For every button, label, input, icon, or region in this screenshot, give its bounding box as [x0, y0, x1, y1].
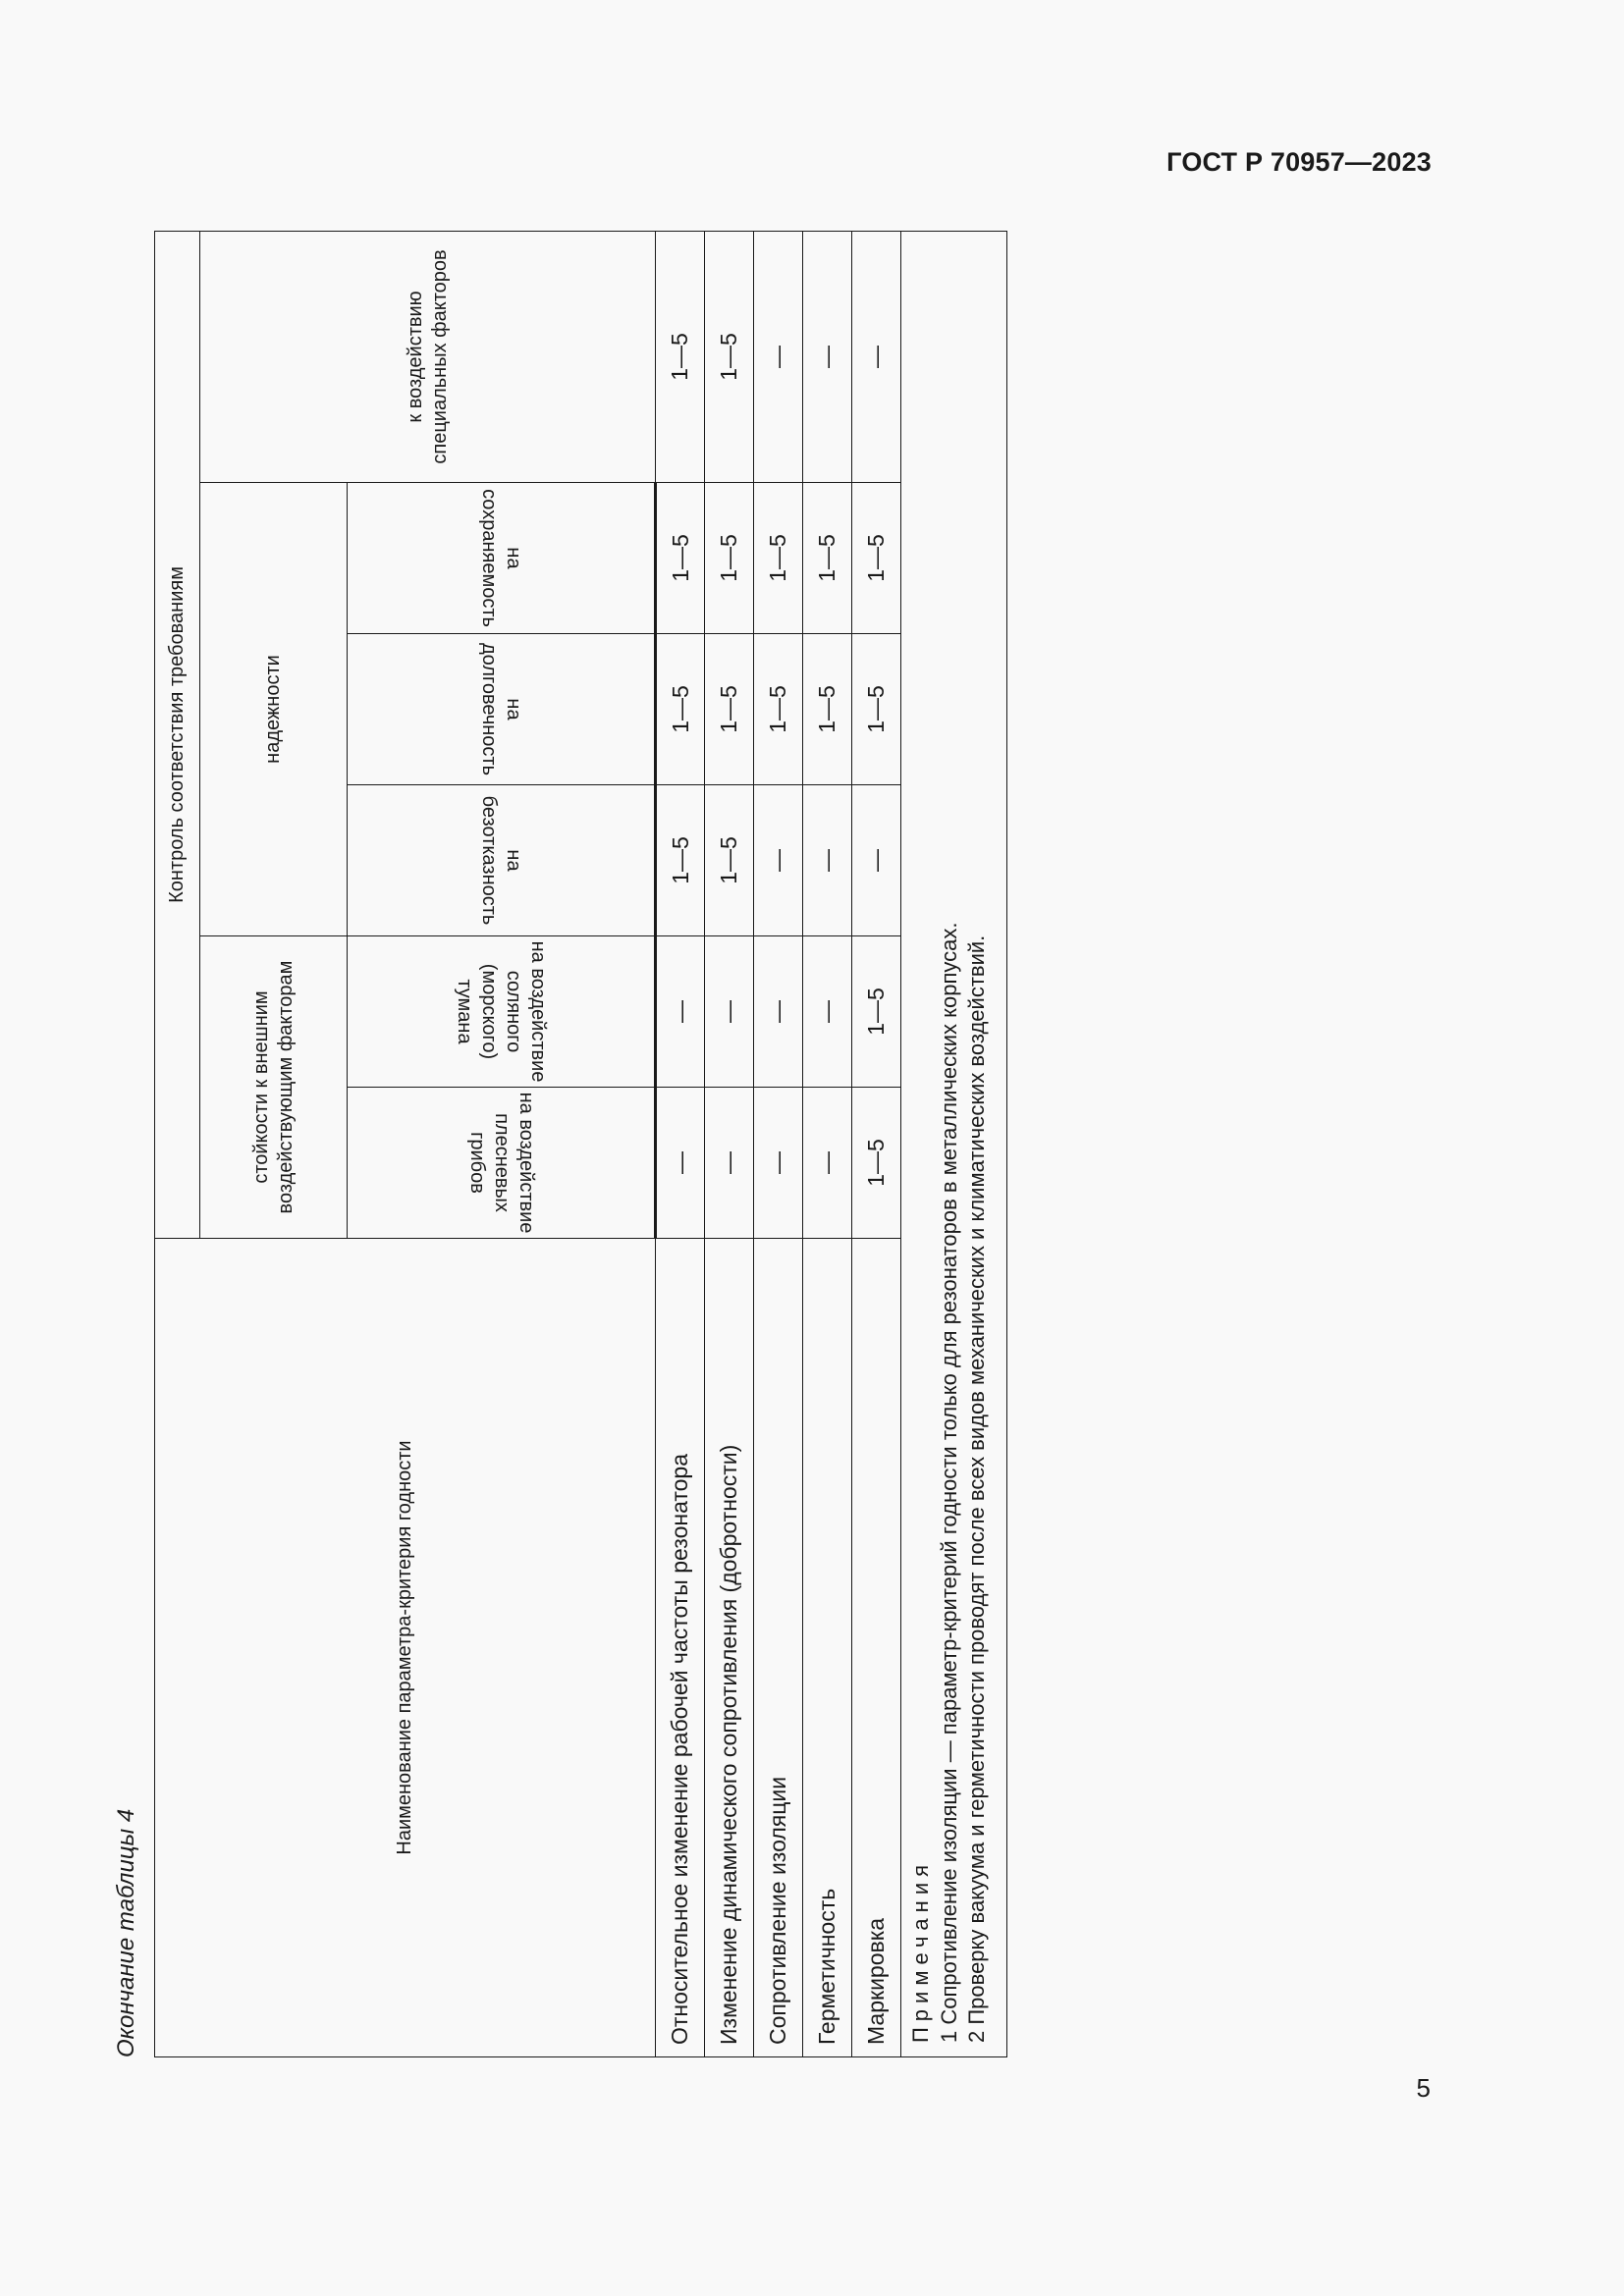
cell-value: — — [754, 785, 803, 936]
cell-value: — — [803, 231, 852, 482]
cell-value: — — [754, 1088, 803, 1239]
document-id: ГОСТ Р 70957—2023 — [1166, 147, 1432, 177]
header-parameter-name: Наименование параметра-критерия годности — [155, 1239, 656, 2057]
table-notes — [901, 231, 1007, 2056]
cell-value: 1—5 — [705, 231, 754, 482]
header-reliability: надежности — [200, 483, 348, 936]
cell-value: 1—5 — [852, 1088, 901, 1239]
cell-value: — — [803, 1088, 852, 1239]
page-number: 5 — [1416, 2073, 1431, 2103]
cell-value: 1—5 — [852, 634, 901, 785]
cell-value: 1—5 — [656, 231, 705, 482]
cell-value: 1—5 — [852, 483, 901, 634]
cell-value: — — [656, 936, 705, 1088]
cell-value: 1—5 — [803, 634, 852, 785]
cell-value: 1—5 — [656, 785, 705, 936]
table-row — [803, 231, 852, 2056]
header-mold-fungi: на воздействие плесневых грибов — [348, 1088, 656, 1239]
cell-value: — — [705, 1088, 754, 1239]
rotated-table-sheet — [113, 232, 1136, 2057]
cell-value: 1—5 — [705, 483, 754, 634]
cell-value: — — [754, 231, 803, 482]
notes-row — [901, 231, 1007, 2056]
header-durability: на долговечность — [348, 634, 656, 785]
header-stability: стойкости к внешним воздействующим факторам — [200, 936, 348, 1239]
row-name: Маркировка — [852, 1239, 901, 2057]
header-faultlessness: на безотказность — [348, 785, 656, 936]
cell-value: — — [754, 936, 803, 1088]
requirements-table — [154, 231, 1007, 2057]
header-row-1 — [155, 231, 200, 2056]
header-salt-fog: на воздействие соляного (морского) тумана — [348, 936, 656, 1088]
cell-value: — — [803, 785, 852, 936]
notes-title: Примечания — [908, 1858, 933, 2043]
cell-value: 1—5 — [656, 634, 705, 785]
header-storability: на сохраняемость — [348, 483, 656, 634]
table-row — [754, 231, 803, 2056]
cell-value: — — [852, 231, 901, 482]
table-caption: Окончание таблицы 4 — [113, 1808, 139, 2057]
cell-value: — — [852, 785, 901, 936]
table-row — [705, 231, 754, 2056]
note-item: 2 Проверку вакуума и герметичности проводят после всех видов механических и климатических воздействий. — [964, 934, 990, 2043]
cell-value: 1—5 — [754, 634, 803, 785]
cell-value: 1—5 — [803, 483, 852, 634]
header-compliance-control: Контроль соответствия требованиям — [155, 231, 200, 1238]
cell-value: — — [705, 936, 754, 1088]
table-row — [656, 231, 705, 2056]
cell-value: 1—5 — [705, 785, 754, 936]
header-special-factors: к воздействию специальных факторов — [200, 231, 656, 482]
cell-value: 1—5 — [754, 483, 803, 634]
cell-value: 1—5 — [705, 634, 754, 785]
row-name: Герметичность — [803, 1239, 852, 2057]
cell-value: 1—5 — [656, 483, 705, 634]
row-name: Сопротивление изоляции — [754, 1239, 803, 2057]
row-name: Изменение динамического сопротивления (добротности) — [705, 1239, 754, 2057]
cell-value: 1—5 — [852, 936, 901, 1088]
cell-value: — — [803, 936, 852, 1088]
row-name: Относительное изменение рабочей частоты резонатора — [656, 1239, 705, 2057]
note-item: 1 Сопротивление изоляции — параметр-критерий годности только для резонаторов в металлических корпусах. — [936, 922, 961, 2043]
cell-value: — — [656, 1088, 705, 1239]
table-row — [852, 231, 901, 2056]
